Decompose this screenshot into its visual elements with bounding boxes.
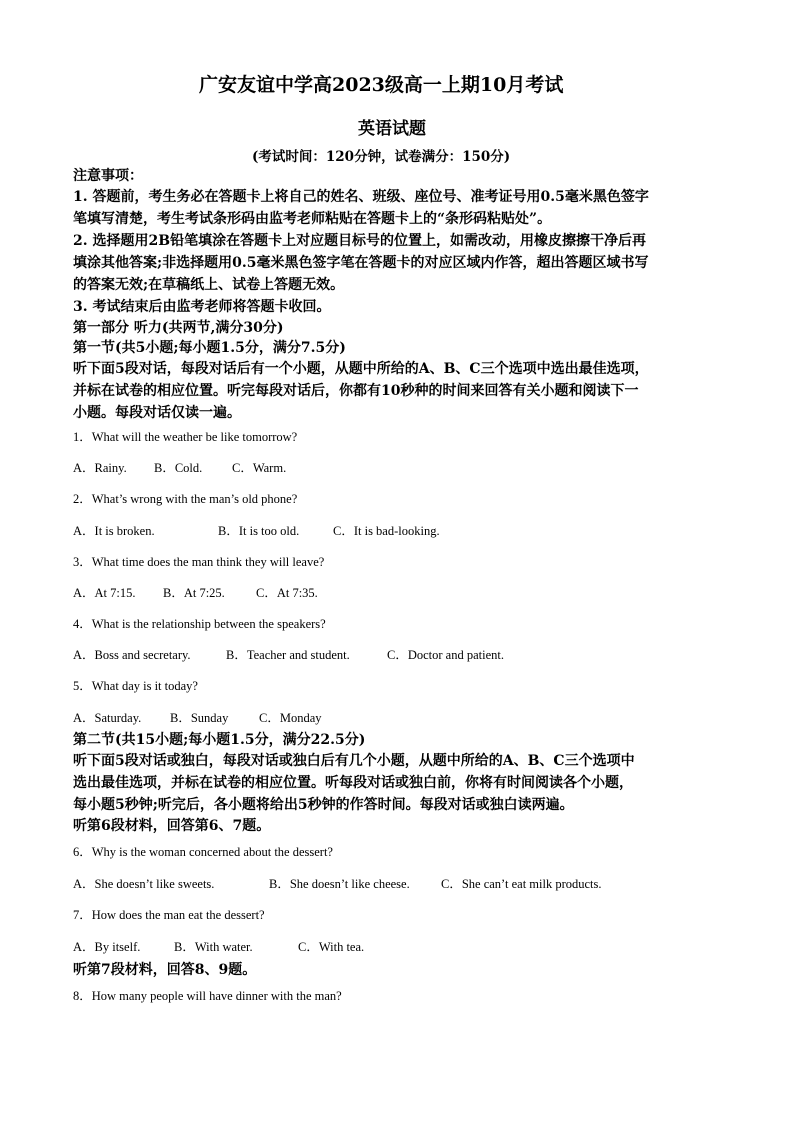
- option-b: B．Cold.: [154, 461, 203, 475]
- notice-line: 的答案无效;在草稿纸上、试卷上答题无效。: [73, 277, 345, 293]
- section-instructions: 小题。每段对话仅读一遍。: [73, 405, 241, 421]
- notice-line: 填涂其他答案;非选择题用0.5毫米黑色签字笔在答题卡的对应区域内作答，超出答题区域书写: [73, 255, 649, 271]
- option-c: C．At 7:35.: [256, 586, 318, 600]
- notice-line: 笔填写清楚，考生考试条形码由监考老师粘贴在答题卡上的“条形码粘贴处”。: [73, 211, 552, 227]
- notice-line: 3. 考试结束后由监考老师将答题卡收回。: [73, 299, 331, 315]
- question-text: 5．What day is it today?: [73, 679, 198, 693]
- material-heading: 听第6段材料，回答第6、7题。: [73, 818, 271, 834]
- option-b: B．She doesn’t like cheese.: [269, 877, 410, 891]
- option-b: B．At 7:25.: [163, 586, 225, 600]
- section-instructions: 选出最佳选项，并标在试卷的相应位置。听每段对话或独白前，你将有时间阅读各个小题，: [73, 775, 633, 791]
- option-a: A．Rainy.: [73, 461, 127, 475]
- notice-line: 1. 答题前，考生务必在答题卡上将自己的姓名、班级、座位号、准考证号用0.5毫米黑色签字: [73, 189, 649, 205]
- option-b: B．It is too old.: [218, 524, 300, 538]
- option-a: A．She doesn’t like sweets.: [73, 877, 215, 891]
- question-text: 4．What is the relationship between the speakers?: [73, 617, 326, 631]
- option-c: C．It is bad-looking.: [333, 524, 440, 538]
- option-a: A．Saturday.: [73, 711, 142, 725]
- option-c: C．With tea.: [298, 940, 365, 954]
- page-title: 广安友谊中学高2023级高一上期10月考试: [199, 74, 564, 96]
- section-instructions: 听下面5段对话或独白，每段对话或独白后有几个小题，从题中所给的A、B、C三个选项中: [73, 753, 635, 769]
- option-b: B．Sunday: [170, 711, 229, 725]
- option-a: A．By itself.: [73, 940, 141, 954]
- question-text: 6．Why is the woman concerned about the dessert?: [73, 845, 333, 859]
- page-subtitle: 英语试题: [358, 119, 426, 139]
- section-instructions: 并标在试卷的相应位置。听完每段对话后，你都有10秒种的时间来回答有关小题和阅读下一: [73, 383, 639, 399]
- exam-info: (考试时间：120分钟，试卷满分：150分): [252, 149, 511, 165]
- notice-line: 2. 选择题用2B铅笔填涂在答题卡上对应题目标号的位置上，如需改动，用橡皮擦擦干净后再: [73, 233, 647, 249]
- section-instructions: 听下面5段对话，每段对话后有一个小题，从题中所给的A、B、C三个选项中选出最佳选项，: [73, 361, 649, 377]
- question-text: 1．What will the weather be like tomorrow?: [73, 430, 298, 444]
- question-text: 2．What’s wrong with the man’s old phone?: [73, 492, 298, 506]
- option-a: A．Boss and secretary.: [73, 648, 191, 662]
- option-b: B．With water.: [174, 940, 253, 954]
- question-text: 7．How does the man eat the dessert?: [73, 908, 265, 922]
- material-heading: 听第7段材料，回答8、9题。: [73, 962, 257, 978]
- option-c: C．Monday: [259, 711, 322, 725]
- section-heading: 第一节(共5小题;每小题1.5分，满分7.5分): [73, 340, 346, 356]
- section-heading: 第二节(共15小题;每小题1.5分，满分22.5分): [73, 732, 366, 748]
- option-c: C．She can’t eat milk products.: [441, 877, 602, 891]
- option-c: C．Doctor and patient.: [387, 648, 504, 662]
- option-c: C．Warm.: [232, 461, 287, 475]
- part-heading: 第一部分 听力(共两节,满分30分): [73, 320, 284, 336]
- option-a: A．At 7:15.: [73, 586, 136, 600]
- notice-heading: 注意事项：: [73, 168, 143, 184]
- question-text: 8．How many people will have dinner with the man?: [73, 989, 342, 1003]
- option-a: A．It is broken.: [73, 524, 155, 538]
- section-instructions: 每小题5秒钟;听完后，各小题将给出5秒钟的作答时间。每段对话或独白读两遍。: [73, 797, 574, 813]
- option-b: B．Teacher and student.: [226, 648, 350, 662]
- question-text: 3．What time does the man think they will leave?: [73, 555, 325, 569]
